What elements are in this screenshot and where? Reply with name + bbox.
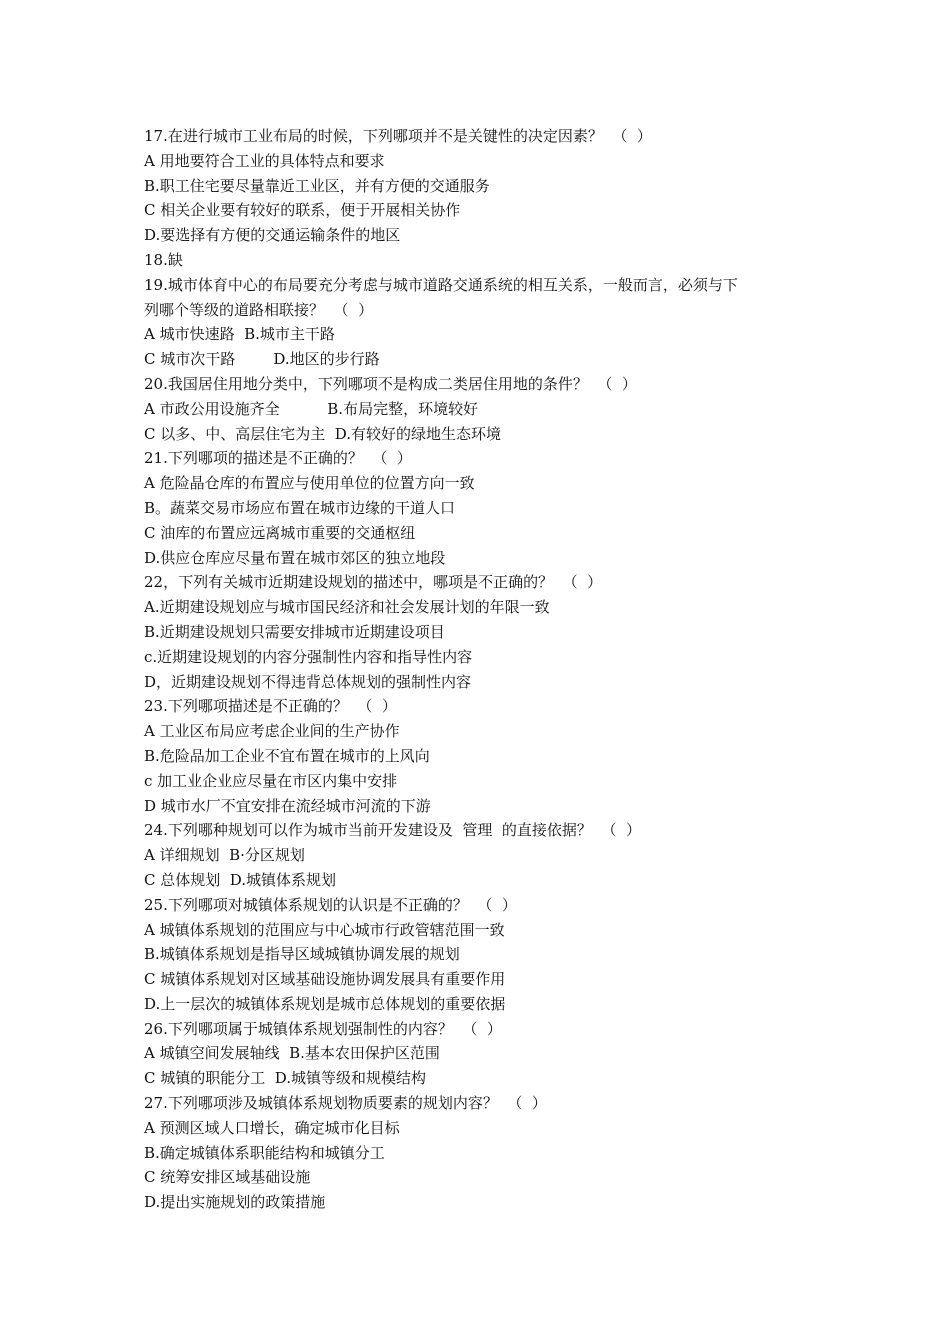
question-22: 22，下列有关城市近期建设规划的描述中，哪项是不正确的？ （ ） (144, 573, 603, 592)
question-22-option-a: A.近期建设规划应与城市国民经济和社会发展计划的年限一致 (144, 598, 550, 617)
question-23-option-c: c 加工业企业应尽量在市区内集中安排 (144, 771, 398, 790)
question-23: 23.下列哪项描述是不正确的？ （ ） (144, 697, 397, 716)
question-24: 24.下列哪种规划可以作为城市当前开发建设及 管理 的直接依据？ （ ） (144, 821, 642, 840)
question-26-options-ab: A 城镇空间发展轴线 B.基本农田保护区范围 (144, 1044, 440, 1063)
question-20-options-ab: A 市政公用设施齐全 B.布局完整，环境较好 (144, 399, 479, 418)
question-25-option-a: A 城镇体系规划的范围应与中心城市行政管辖范围一致 (144, 920, 505, 939)
question-17-option-c: C 相关企业要有较好的联系，便于开展相关协作 (144, 201, 461, 220)
question-26-options-cd: C 城镇的职能分工 D.城镇等级和规模结构 (144, 1069, 427, 1088)
question-24-options-cd: C 总体规划 D.城镇体系规划 (144, 870, 337, 889)
question-27: 27.下列哪项涉及城镇体系规划物质要素的规划内容？ （ ） (144, 1094, 547, 1113)
question-20: 20.我国居住用地分类中，下列哪项不是构成二类居住用地的条件？ （ ） (144, 374, 637, 393)
question-27-option-d: D.提出实施规划的政策措施 (144, 1193, 326, 1212)
question-27-option-c: C 统筹安排区域基础设施 (144, 1168, 311, 1187)
question-21-option-b: B。蔬菜交易市场应布置在城市边缘的干道人口 (144, 498, 456, 517)
question-17-option-b: B.职工住宅要尽量靠近工业区，并有方便的交通服务 (144, 176, 490, 195)
question-17-option-d: D.要选择有方便的交通运输条件的地区 (144, 226, 401, 245)
question-21-option-a: A 危险晶仓库的布置应与使用单位的位置方向一致 (144, 474, 475, 493)
question-25-option-c: C 城镇体系规划对区域基础设施协调发展具有重要作用 (144, 970, 506, 989)
question-26: 26.下列哪项属于城镇体系规划强制性的内容？ （ ） (144, 1019, 502, 1038)
question-27-option-a: A 预测区域人口增长，确定城市化目标 (144, 1118, 400, 1137)
question-25: 25.下列哪项对城镇体系规划的认识是不正确的？ （ ） (144, 895, 517, 914)
question-22-option-c: c.近期建设规划的内容分强制性内容和指导性内容 (144, 647, 473, 666)
question-23-option-a: A 工业区布局应考虑企业间的生产协作 (144, 722, 400, 741)
question-25-option-b: B.城镇体系规划是指导区域城镇协调发展的规划 (144, 945, 460, 964)
question-19-options-cd: C 城市次干路 D.地区的步行路 (144, 350, 380, 369)
question-19-continued: 列哪个等级的道路相联接？ （ ） (144, 300, 374, 319)
question-21-option-c: C 油库的布置应远离城市重要的交通枢纽 (144, 523, 416, 542)
question-23-option-b: B.危险品加工企业不宜布置在城市的上风向 (144, 746, 430, 765)
question-24-options-ab: A 详细规划 B·分区规划 (144, 846, 305, 865)
question-19-options-ab: A 城市快速路 B.城市主干路 (144, 325, 335, 344)
question-27-option-b: B.确定城镇体系职能结构和城镇分工 (144, 1143, 385, 1162)
question-23-option-d: D 城市水厂不宜安排在流经城市河流的下游 (144, 796, 431, 815)
question-19: 19.城市体育中心的布局要充分考虑与城市道路交通系统的相互关系，一般而言，必须与下 (144, 275, 738, 294)
question-17-option-a: A 用地要符合工业的具体特点和要求 (144, 151, 385, 170)
question-20-options-cd: C 以多、中、高层住宅为主 D.有较好的绿地生态环境 (144, 424, 502, 443)
question-21-option-d: D.供应仓库应尽量布置在城市郊区的独立地段 (144, 548, 446, 567)
question-17: 17.在进行城市工业布局的时候，下列哪项并不是关键性的决定因素？ （ ） (144, 127, 652, 145)
question-21: 21.下列哪项的描述是不正确的？ （ ） (144, 449, 412, 468)
question-18: 18.缺 (144, 250, 183, 269)
question-22-option-d: D，近期建设规划不得违背总体规划的强制性内容 (144, 672, 472, 691)
question-25-option-d: D.上一层次的城镇体系规划是城市总体规划的重要依据 (144, 994, 506, 1013)
document-body (144, 124, 814, 1215)
question-22-option-b: B.近期建设规划只需要安排城市近期建设项目 (144, 622, 445, 641)
